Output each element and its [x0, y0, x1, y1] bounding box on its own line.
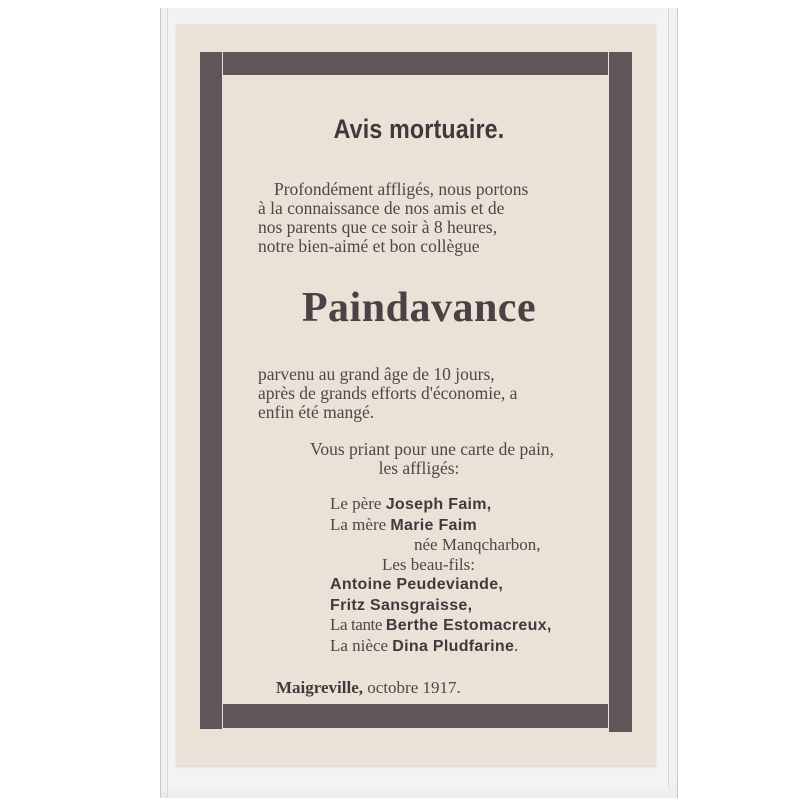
punctuation: . — [514, 635, 519, 655]
frame-left-border — [200, 52, 222, 729]
plea-paragraph — [246, 440, 592, 478]
text-line: enfin été mangé. — [258, 402, 375, 422]
family-member — [330, 574, 552, 595]
member-name: Marie Faim — [390, 516, 477, 534]
card-title: Avis mortuaire. — [333, 114, 505, 144]
place-name: Maigreville, — [276, 678, 364, 697]
place-and-date — [276, 678, 461, 698]
text-line: nos parents que ce soir à 8 heures, — [258, 217, 498, 237]
text-line: notre bien-aimé et bon collègue — [258, 236, 480, 256]
frame-right-border — [609, 52, 632, 732]
text-line: les affligés: — [378, 458, 460, 478]
family-member — [330, 494, 552, 515]
frame-seam — [222, 52, 223, 75]
maiden-name-line — [330, 535, 552, 555]
text-line: après de grands efforts d'économie, a — [258, 383, 518, 403]
family-member — [330, 636, 552, 657]
frame-seam — [222, 704, 223, 728]
family-list — [330, 494, 552, 656]
date-text: octobre 1917. — [363, 678, 461, 697]
group-label: Les beau-fils: — [382, 554, 475, 574]
text-line: Vous priant pour une carte de pain, — [309, 439, 555, 459]
frame-seam — [608, 704, 609, 728]
maiden-name: née Manqcharbon, — [414, 535, 541, 554]
age-paragraph — [258, 365, 594, 422]
family-member — [330, 515, 552, 536]
relation-label: La nièce — [330, 635, 393, 655]
relation-label: La tante — [330, 615, 386, 634]
member-name: Fritz Sansgraisse, — [330, 596, 473, 614]
text-line: parvenu au grand âge de 10 jours, — [258, 364, 495, 384]
member-name: Joseph Faim, — [385, 496, 492, 513]
family-member — [330, 615, 552, 636]
frame-top-border — [200, 52, 632, 75]
member-name: Antoine Peudeviande, — [330, 576, 504, 593]
relation-label: La mère — [330, 514, 391, 534]
family-member — [330, 595, 552, 616]
group-label-line — [330, 555, 552, 575]
text-line: à la connaissance de nos amis et de — [258, 198, 505, 218]
frame-bottom-border — [200, 704, 632, 728]
intro-paragraph — [258, 180, 588, 256]
relation-label: Le père — [330, 494, 386, 513]
member-name: Dina Pludfarine — [392, 637, 515, 655]
mourning-card — [176, 24, 656, 766]
frame-seam — [608, 52, 609, 75]
text-line: Profondément affligés, nous portons — [274, 179, 529, 199]
member-name: Berthe Estomacreux, — [385, 617, 552, 634]
deceased-name: Paindavance — [301, 285, 537, 331]
